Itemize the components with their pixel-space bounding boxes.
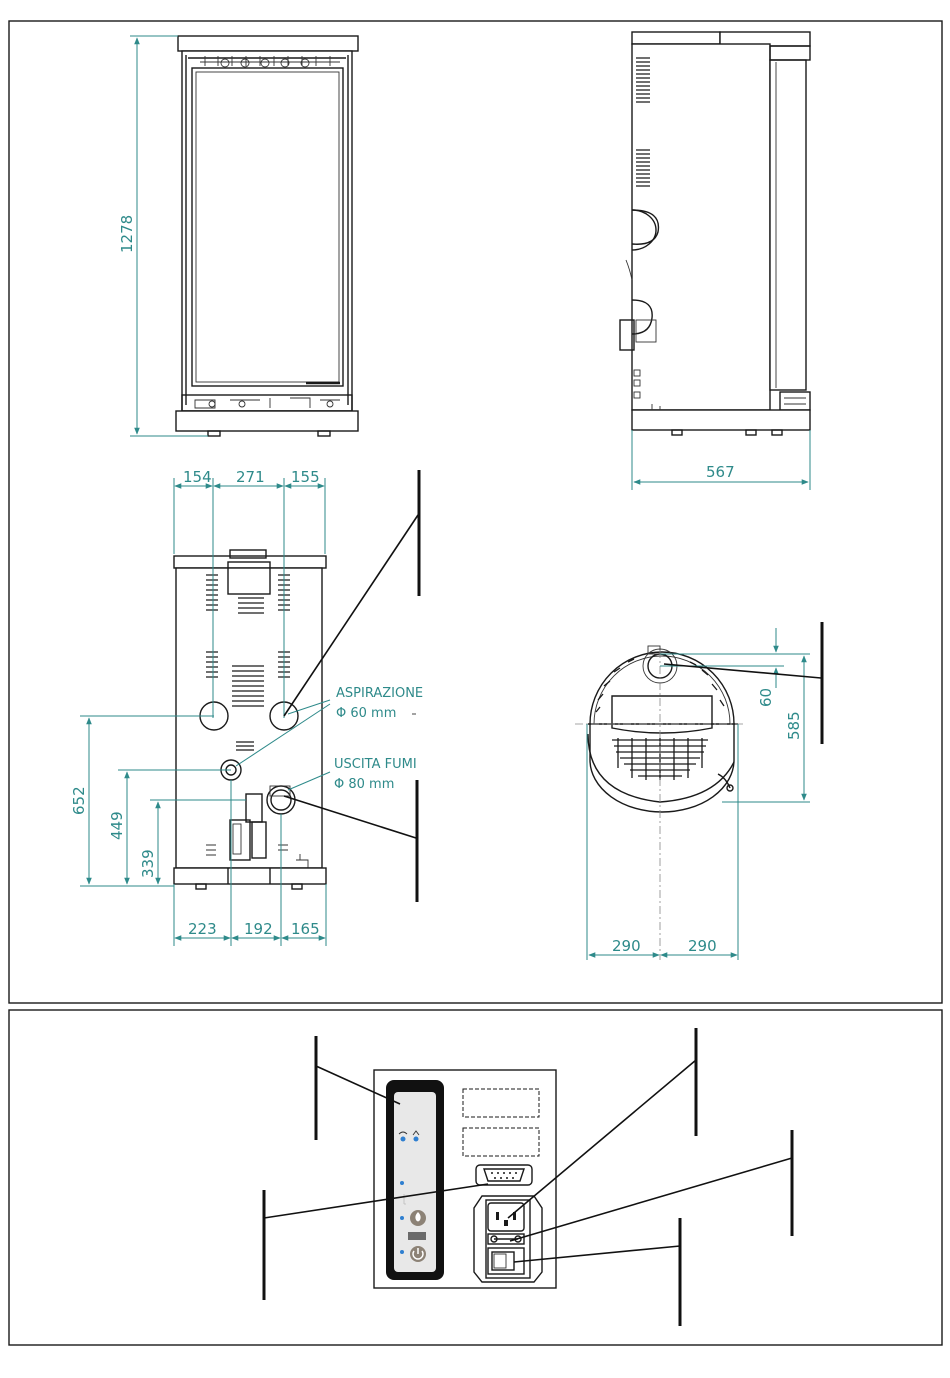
top-view: [575, 646, 745, 960]
rear-view: [174, 550, 326, 889]
label-uscita-fumi: USCITA FUMI: [334, 757, 417, 772]
dim-290-left: 290: [612, 937, 641, 955]
dim-339: 339: [139, 849, 157, 878]
front-view: [176, 36, 358, 436]
power-inlet-module: [474, 1196, 542, 1282]
dim-192: 192: [244, 920, 273, 938]
dim-652: 652: [70, 786, 88, 815]
dim-567: 567: [706, 463, 735, 481]
dim-271: 271: [236, 468, 265, 486]
rear-control-panel: [374, 1070, 556, 1288]
dim-223: 223: [188, 920, 217, 938]
dim-449: 449: [108, 811, 126, 840]
label-aspirazione: ASPIRAZIONE: [336, 686, 424, 701]
dim-585: 585: [785, 711, 803, 740]
dim-290-right: 290: [688, 937, 717, 955]
dim-155: 155: [291, 468, 320, 486]
serial-port: [476, 1165, 532, 1185]
label-aspirazione-size: Φ 60 mm: [336, 706, 397, 721]
dim-1278: 1278: [118, 214, 136, 253]
side-depth-dimension: [632, 430, 810, 490]
dim-165: 165: [291, 920, 320, 938]
label-uscita-fumi-size: Φ 80 mm: [334, 777, 395, 792]
dim-154: 154: [183, 468, 212, 486]
dim-60: 60: [757, 687, 775, 707]
side-view: [620, 32, 810, 435]
